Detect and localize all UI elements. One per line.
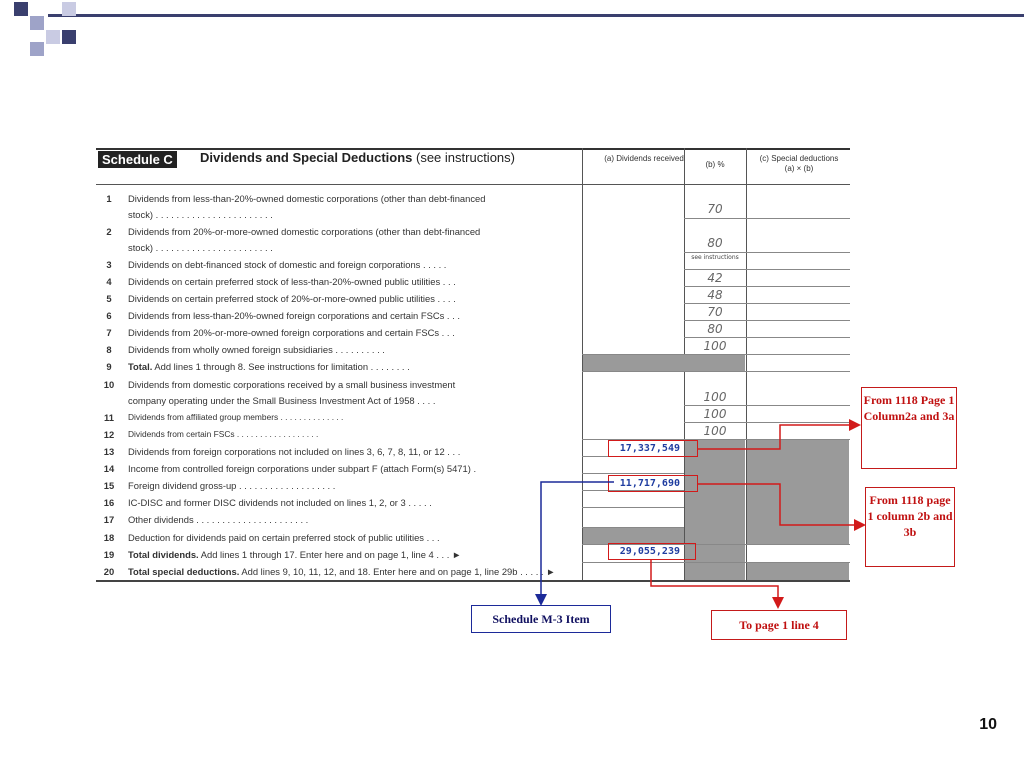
column-a-header: (a) Dividends received xyxy=(604,154,684,163)
amount-line-13: 17,337,549 xyxy=(619,443,680,454)
callout-from-1118-column-2b-3b: From 1118 page 1 column 2b and 3b xyxy=(865,487,955,567)
schedule-c-form: Schedule C Dividends and Special Deductions (see instructions) (a) Dividends received (b) % (c) Special deductions (a) × (b) 1 Dividends from less-than-20%-owned domestic corporations (other than debt-financed stock) . . . . . . . . . . . . . . . . . . . . . . . 70 2 Dividends from 20%-or-more-owned domestic corporations (other than debt-financed stock) . . . . . . . . . . . . . . . . . . . . . . . 80 3 Dividends on debt-financed stock of domestic and foreign corporations . . . . . see instructions 4 Dividends on certain preferred stock of less-than-20%-owned public utilities . . . 42 5 Dividends on certain preferred stock of 20%-or-more-owned public utilities . . . . 48 6 Dividends from less-than-20%-owned foreign corporations and certain FSCs . . . 70 7 Dividends from 20%-or-more-owned foreign corporations and certain FSCs . . . 80 8 Dividends from wholly owned foreign subsidiaries . . . . . . . . . . 100 9 Total. Add lines 1 through 8. See instructions for limitation . . . . . . . . 10 Dividends from domestic corporations received by a small business investment company operating under the Small Business Investment Act of 1958 . . . . 100 11 Dividends from affiliated group members . . . . . . . . . . . . . . 100 12 Dividends from certain FSCs . . . . . . . . . . . . . . . . . . 100 13 Dividends from foreign corporations not included on lines 3, 6, 7, 8, 11, or 12 . . . 14 Income from controlled foreign corporations under subpart F (attach Form(s) 5471) . 15 Foreign dividend gross-up . . . . . . . . . . . . . . . . . . . 16 IC-DISC and former DISC dividends not included on lines 1, 2, or 3 . . . . . 17 Other dividends . . . . . . . . . . . . . . . . . . . . . . 18 Deduction for dividends paid on certain preferred stock of public utilities . . . 19 Total dividends. Add lines 1 through 17. Enter here and on page 1, line 4 . . . ► 20 Total special deductions. Add lines 9, 10, 11, 12, and 18. Enter here and on page 1, line 29b . . . . . ► 17,337,549 11,717,690 29,055,239 xyxy=(96,148,850,582)
column-c-header: (c) Special deductions (a) × (b) xyxy=(759,154,839,173)
pct-line-6: 70 xyxy=(707,305,723,319)
pct-line-2: 80 xyxy=(707,236,723,250)
pct-line-3: see instructions xyxy=(691,254,739,261)
pct-line-4: 42 xyxy=(707,271,723,285)
form-title: Dividends and Special Deductions (see instructions) xyxy=(200,150,515,165)
callout-schedule-m3-item: Schedule M-3 Item xyxy=(471,605,611,633)
callout-from-1118-column-2a-3a: From 1118 Page 1 Column2a and 3a xyxy=(861,387,957,469)
pct-line-7: 80 xyxy=(707,322,723,336)
callout-to-page-1-line-4: To page 1 line 4 xyxy=(711,610,847,640)
amount-line-19: 29,055,239 xyxy=(619,546,680,557)
amount-line-15: 11,717,690 xyxy=(619,478,680,489)
pct-line-1: 70 xyxy=(707,202,723,216)
page-number: 10 xyxy=(979,716,997,733)
schedule-label: Schedule C xyxy=(98,151,177,168)
pct-line-11: 100 xyxy=(703,407,727,421)
pct-line-5: 48 xyxy=(707,288,723,302)
pct-line-8: 100 xyxy=(703,339,727,353)
pct-line-12: 100 xyxy=(703,424,727,438)
column-b-header: (b) % xyxy=(705,160,725,169)
pct-line-10: 100 xyxy=(703,390,727,404)
